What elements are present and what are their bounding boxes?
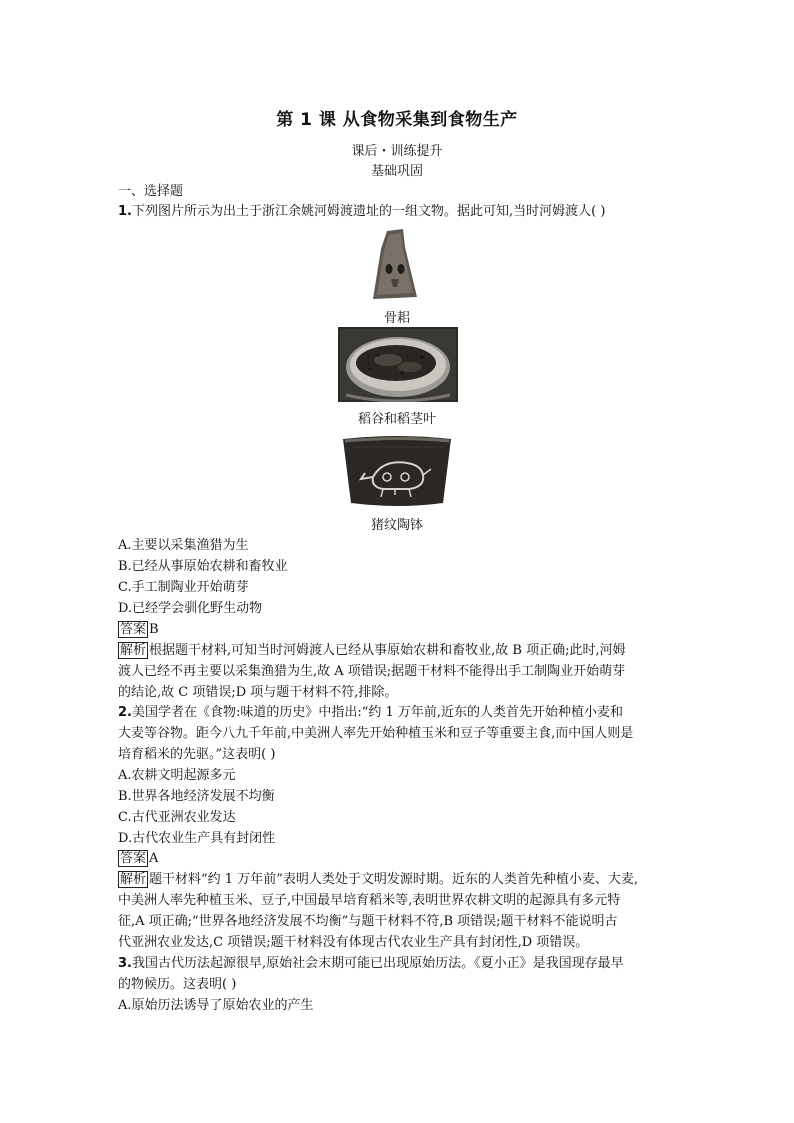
subtitle-practice: 课后・训练提升 bbox=[351, 144, 443, 159]
question-text: 培育稻米的先驱。”这表明( ) bbox=[118, 747, 276, 762]
answer-line bbox=[118, 848, 678, 869]
answer-label: 答案 bbox=[120, 851, 147, 866]
caption-rice: 稻谷和稻茎叶 bbox=[357, 412, 436, 427]
question-1-stem bbox=[118, 201, 678, 222]
question-2-stem bbox=[118, 702, 678, 723]
caption-pig-bowl: 猪纹陶钵 bbox=[370, 518, 423, 533]
analysis-line bbox=[118, 640, 678, 661]
option-a: A.农耕文明起源多元 bbox=[118, 768, 236, 783]
section-heading: 一、选择题 bbox=[118, 184, 184, 199]
option-c: C.手工制陶业开始萌芽 bbox=[118, 580, 249, 595]
pig-bowl-photo bbox=[339, 433, 455, 509]
option-a: A.原始历法诱导了原始农业的产生 bbox=[118, 998, 314, 1013]
analysis-text: 根据题干材料,可知当时河姆渡人已经从事原始农耕和畜牧业,故 B 项正确;此时,河姆 bbox=[149, 643, 626, 658]
analysis-line: 代亚洲农业发达,C 项错误;题干材料没有体现古代农业生产具有封闭性,D 项错误。 bbox=[118, 935, 589, 950]
question-text: 大麦等谷物。距今八九千年前,中美洲人率先开始种植玉米和豆子等重要主食,而中国人则是 bbox=[118, 726, 634, 741]
option-b: B.世界各地经济发展不均衡 bbox=[118, 789, 275, 804]
subtitle-basics: 基础巩固 bbox=[370, 164, 423, 179]
question-text: 下列图片所示为出土于浙江余姚河姆渡遗址的一组文物。据此可知,当时河姆渡人( ) bbox=[131, 204, 606, 219]
analysis-label: 解析 bbox=[120, 872, 147, 887]
option-c: C.古代亚洲农业发达 bbox=[118, 810, 236, 825]
analysis-line: 的结论,故 C 项错误;D 项与题干材料不符,排除。 bbox=[118, 685, 398, 700]
answer-value: A bbox=[149, 851, 159, 866]
analysis-line: 中美洲人率先种植玉米、豆子,中国最早培育稻米等,表明世界农耕文明的起源具有多元特 bbox=[118, 893, 621, 908]
option-d: D.已经学会驯化野生动物 bbox=[118, 601, 263, 616]
option-a: A.主要以采集渔猎为生 bbox=[118, 538, 249, 553]
question-number: 1. bbox=[118, 204, 132, 219]
analysis-line bbox=[118, 869, 678, 890]
question-number: 3. bbox=[118, 956, 132, 971]
page-title: 第 1 课 从食物采集到食物生产 bbox=[276, 110, 518, 130]
option-b: B.已经从事原始农耕和畜牧业 bbox=[118, 559, 288, 574]
analysis-text: 题干材料“约 1 万年前”表明人类处于文明发源时期。近东的人类首先种植小麦、大麦, bbox=[149, 872, 638, 887]
analysis-line: 渡人已经不再主要以采集渔猎为生,故 A 项错误;据题干材料不能得出手工制陶业开始萌芽 bbox=[118, 664, 626, 679]
answer-line bbox=[118, 619, 678, 640]
answer-label: 答案 bbox=[120, 622, 147, 637]
bone-spade-photo bbox=[365, 227, 425, 303]
question-number: 2. bbox=[118, 705, 132, 720]
caption-bone-spade: 骨耜 bbox=[383, 311, 410, 326]
question-text: 美国学者在《食物:味道的历史》中指出:“约 1 万年前,近东的人类首先开始种植小麦和 bbox=[131, 705, 624, 720]
question-text: 的物候历。这表明( ) bbox=[118, 977, 237, 992]
question-text: 我国古代历法起源很早,原始社会末期可能已出现原始历法。《夏小正》是我国现存最早 bbox=[131, 956, 624, 971]
option-d: D.古代农业生产具有封闭性 bbox=[118, 831, 276, 846]
answer-value: B bbox=[149, 622, 159, 637]
analysis-label: 解析 bbox=[120, 643, 147, 658]
rice-grains-photo bbox=[338, 327, 458, 402]
question-3-stem bbox=[118, 953, 678, 974]
analysis-line: 征,A 项正确;“世界各地经济发展不均衡”与题干材料不符,B 项错误;题干材料不能说明古 bbox=[118, 914, 618, 929]
